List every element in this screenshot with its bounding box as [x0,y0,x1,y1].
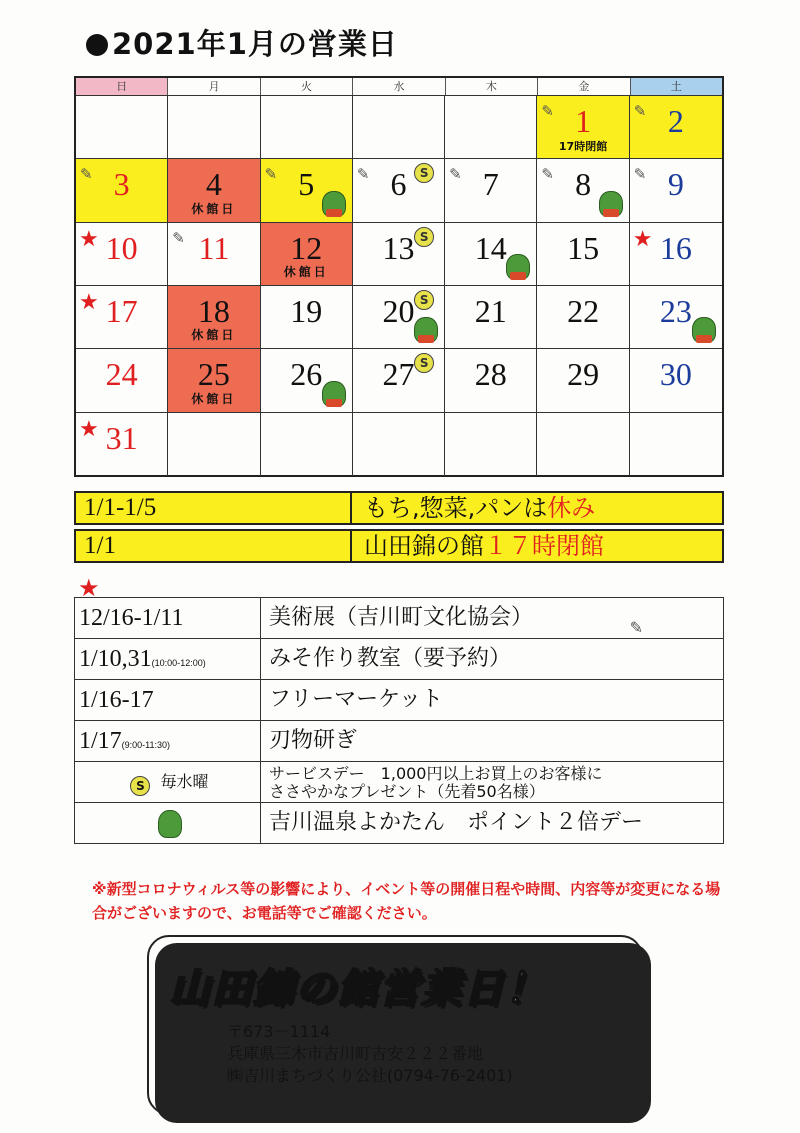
calendar-day [76,159,168,222]
info-bar-date: 1/1 [76,531,352,561]
easel-icon: ✎ [80,165,93,184]
weekday-label: 月 [168,78,260,95]
weekday-label: 金 [538,78,630,95]
day-number: 17 [105,292,138,329]
calendar-day [353,223,445,286]
day-note: 休館日 [283,264,329,279]
calendar-day [353,286,445,349]
star-icon: ★ [78,574,100,602]
calendar-day [445,349,537,412]
info-bar-text: 山田錦の館１７時閉館 [364,532,604,560]
info-bar-date: 1/1-1/5 [76,493,352,523]
service-s-icon: S [414,290,434,310]
calendar-day [537,159,629,222]
day-number: 2 [667,103,684,139]
day-number: 30 [659,356,692,393]
day-number: 27 [382,356,415,393]
weekday-header [76,78,722,96]
calendar-day [353,159,445,222]
calendar-day [168,96,260,159]
footer-title: 山田錦の館営業日！ [169,966,547,1012]
day-number: 9 [667,166,684,203]
calendar-day [537,96,629,159]
frog-mascot-icon [322,191,346,217]
calendar-day [537,413,629,476]
info-bar-text: もち,惣菜,パンは休み [364,494,596,522]
info-bar-early-close [74,529,724,563]
calendar-day [261,96,353,159]
calendar-day [76,96,168,159]
calendar-day [261,413,353,476]
day-number: 15 [567,229,600,266]
easel-icon: ✎ [541,102,554,120]
day-number: 21 [474,292,507,329]
service-s-icon: S [130,776,150,796]
warning-notice: ※新型コロナウィルス等の影響により、イベント等の開催日程や時間、内容等が変更になる場合がございますので、お電話等でご確認ください。 [92,880,721,922]
calendar [74,76,724,477]
day-number: 12 [290,229,323,266]
easel-icon: ✎ [633,102,647,120]
info-bar-closure [74,491,724,525]
weekday-label: 日 [76,78,168,95]
frog-mascot-icon [322,381,346,407]
day-number: 14 [474,229,507,266]
bullet-icon [86,34,108,56]
day-number: 18 [197,292,230,329]
calendar-day [168,349,260,412]
calendar-day [537,349,629,412]
calendar-day [168,159,260,222]
day-number: 23 [659,292,692,329]
calendar-day [168,286,260,349]
calendar-day [630,159,722,222]
service-day-row: S 毎水曜 サービスデー 1,000円以上お買上のお客様に ささやかなプレゼント（先着50名様） [75,762,723,803]
easel-icon: ✎ [356,165,370,184]
weekday-label: 木 [446,78,538,95]
calendar-day [76,413,168,476]
easel-icon: ✎ [264,165,278,184]
day-note: 休館日 [191,201,237,216]
calendar-day [76,223,168,286]
day-note: 休館日 [191,391,237,406]
calendar-day [630,96,722,159]
day-number: 13 [382,229,415,266]
day-note: 休館日 [191,328,237,343]
event-row: 12/16-1/11 美術展（吉川町文化協会） ✎ [75,598,723,639]
day-number: 28 [474,356,507,393]
calendar-grid [76,96,722,476]
frog-mascot-icon [506,254,530,280]
day-note: 17時閉館 [558,140,608,154]
frog-mascot-icon [599,191,623,217]
day-number: 10 [105,229,138,266]
calendar-day [537,286,629,349]
easel-icon: ✎ [633,165,647,184]
calendar-day [261,159,353,222]
frog-mascot-icon [158,810,182,838]
page-title: 2021年1月の営業日 [86,22,398,63]
footer-box [147,935,643,1115]
weekday-label: 水 [353,78,445,95]
calendar-day [445,96,537,159]
events-table [74,597,724,844]
weekday-label: 火 [261,78,353,95]
calendar-day [261,286,353,349]
calendar-day [445,223,537,286]
calendar-day [353,349,445,412]
calendar-day [445,159,537,222]
calendar-day [76,349,168,412]
frog-mascot-icon [692,317,716,343]
day-number: 25 [197,356,230,393]
calendar-day [353,413,445,476]
day-number: 1 [575,103,592,139]
calendar-day [630,349,722,412]
easel-icon: ✎ [541,165,554,184]
day-number: 11 [198,229,230,266]
day-number: 16 [659,229,692,266]
calendar-day [445,286,537,349]
day-number: 8 [575,166,592,203]
calendar-day [261,223,353,286]
calendar-day [630,286,722,349]
calendar-day [261,349,353,412]
day-number: 4 [205,166,222,203]
day-number: 19 [290,292,323,329]
weekday-label: 土 [631,78,722,95]
star-icon: ★ [79,289,99,315]
star-icon: ★ [79,416,99,442]
day-number: 31 [105,419,138,456]
calendar-day [630,223,722,286]
day-number: 3 [113,166,130,203]
calendar-day [445,413,537,476]
calendar-day [630,413,722,476]
star-icon: ★ [79,226,99,252]
event-row: 1/16-17 フリーマーケット [75,680,723,721]
easel-icon: ✎ [449,165,462,184]
day-number: 6 [390,166,407,203]
calendar-day [168,223,260,286]
star-icon: ★ [632,226,653,252]
calendar-day [537,223,629,286]
frog-mascot-icon [414,317,438,343]
footer-address: 〒673－1114 兵庫県三木市吉川町吉安２２２番地 ㈱吉川まちづくり公社(0794-76-2401) [227,1022,513,1085]
calendar-day [353,96,445,159]
easel-icon: ✎ [172,228,185,247]
calendar-day [168,413,260,476]
calendar-day [76,286,168,349]
points-day-row: 吉川温泉よかたん ポイント２倍デー [75,803,723,843]
day-number: 26 [290,356,323,393]
day-number: 5 [298,166,315,203]
service-s-icon: S [414,353,434,373]
day-number: 7 [482,166,499,203]
day-number: 22 [567,292,600,329]
easel-icon: ✎ [629,618,643,637]
service-s-icon: S [414,163,434,183]
event-row: 1/17(9:00-11:30) 刃物研ぎ [75,721,723,762]
service-s-icon: S [414,227,434,247]
day-number: 24 [105,356,138,393]
event-row: 1/10,31(10:00-12:00) みそ作り教室（要予約） [75,639,723,680]
day-number: 20 [382,292,415,329]
day-number: 29 [567,356,600,393]
